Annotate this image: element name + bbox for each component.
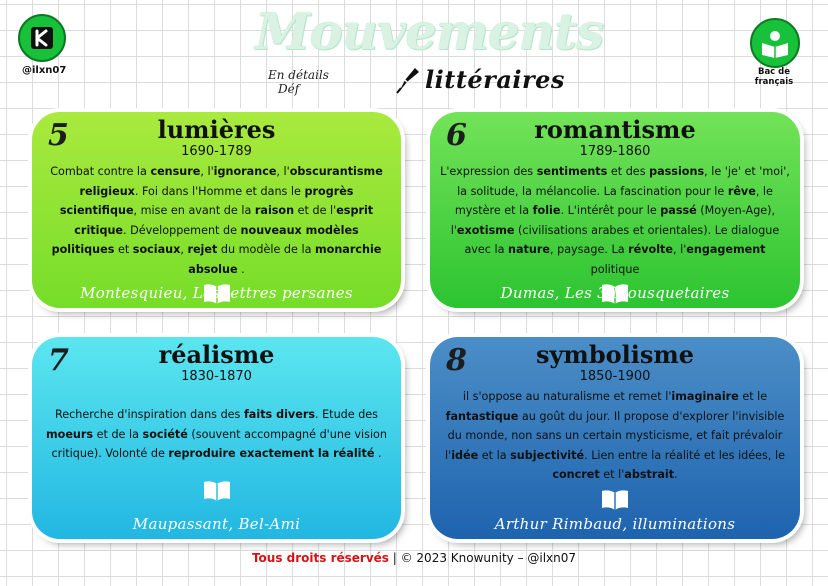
keyword: nature [508, 243, 550, 256]
keyword: subjectivité [510, 448, 585, 462]
keyword: raison [254, 204, 295, 217]
open-book-icon [440, 489, 790, 511]
keyword: idée [451, 448, 479, 462]
text-segment: , [180, 243, 188, 256]
card-example: Maupassant, Bel-Ami [132, 515, 301, 533]
text-segment: L'expression des [440, 165, 537, 178]
text-segment: , l' [276, 165, 290, 178]
text-segment: et de la [93, 427, 143, 441]
reader-book-icon [759, 27, 791, 59]
text-segment: et de l' [294, 204, 337, 217]
text-segment: et des [607, 165, 650, 178]
keyword: progrès scientifique [59, 184, 354, 217]
text-segment: . [374, 447, 382, 460]
text-segment: au goût du jour. Il propose d'explorer l'invisible du monde, non sans un certain mysticisme, et fait prévaloir l' [445, 409, 785, 462]
bac-badge-label: Bac de français [754, 67, 794, 87]
card-title: réalisme [158, 340, 275, 369]
text-segment: , paysage. La [549, 243, 629, 256]
keyword: sociaux [132, 243, 181, 256]
text-segment: il s'oppose au naturalisme et remet l' [462, 390, 672, 403]
card-title: romantisme [534, 115, 696, 144]
keyword: concret [552, 468, 600, 481]
keyword: reproduire exactement la réalité [168, 447, 375, 460]
copyright-footer [0, 551, 828, 565]
card-example: Arthur Rimbaud, illuminations [494, 515, 736, 533]
keyword: fantastique [445, 409, 519, 423]
card-title: symbolisme [535, 340, 695, 369]
card-description [440, 162, 790, 279]
card-number: 6 [446, 118, 467, 153]
author-handle: @ilxn07 [22, 65, 67, 76]
text-segment: . L'intérêt pour le [560, 204, 661, 217]
text-segment: politique [590, 262, 640, 276]
card-dates: 1830-1870 [181, 369, 252, 384]
text-segment: (civilisations arabes et orientales). Le dialogue avec la [464, 223, 780, 256]
card-title: lumières [157, 115, 276, 144]
keyword: folie [532, 204, 561, 217]
keyword: nouveaux modèles politiques [51, 223, 359, 256]
card-dates: 1789-1860 [579, 144, 651, 159]
card-number: 5 [48, 118, 69, 153]
subtitle-line2: Déf [278, 82, 300, 96]
keyword: passé [660, 204, 697, 217]
card-dates: 1690-1789 [181, 144, 252, 159]
text-segment: , l' [200, 165, 214, 178]
card-realisme [32, 337, 401, 539]
card-dates: 1850-1900 [579, 369, 651, 384]
text-segment: et [114, 243, 133, 256]
copyright-text: | © 2023 Knowunity – @ilxn07 [388, 551, 577, 565]
card-symbolisme [430, 337, 800, 539]
text-segment: . Développement de [123, 223, 241, 237]
keyword: révolte [628, 243, 673, 256]
page-title: Mouvements [255, 2, 604, 61]
fountain-pen-icon [395, 64, 421, 94]
keyword: sentiments [536, 165, 608, 178]
text-segment: Recherche d'inspiration dans des [54, 408, 244, 421]
keyword: société [142, 427, 188, 441]
card-description [440, 387, 790, 485]
k-logo-icon [29, 25, 55, 51]
keyword: rêve [727, 184, 756, 198]
text-segment: et la [478, 448, 511, 462]
card-description [42, 405, 391, 464]
rights-reserved: Tous droits réservés [251, 551, 389, 565]
text-segment: . [237, 262, 245, 276]
subtitle-details [268, 68, 329, 96]
subtitle-right-text: littéraires [425, 64, 565, 94]
keyword: esprit critique [74, 204, 374, 237]
keyword: passions [649, 165, 705, 178]
keyword: engagement [686, 243, 766, 256]
keyword: monarchie absolue [188, 243, 382, 276]
text-segment: , l' [672, 243, 687, 256]
card-romantisme [430, 112, 800, 308]
card-number: 8 [446, 343, 467, 378]
text-segment: Combat contre la [50, 165, 151, 178]
keyword: moeurs [46, 427, 94, 441]
card-number: 7 [48, 343, 69, 378]
keyword: abstrait [624, 468, 675, 481]
keyword: censure [150, 165, 201, 178]
text-segment: et l' [599, 468, 625, 481]
text-segment: . Foi dans l'Homme et dans le [134, 184, 305, 198]
card-description [42, 162, 391, 279]
keyword: faits divers [243, 408, 315, 421]
text-segment: . Etude des [315, 408, 379, 421]
keyword: obscurantisme religieux [79, 165, 383, 198]
card-lumieres [32, 112, 401, 308]
text-segment: . [674, 468, 678, 481]
bac-badge [750, 18, 800, 68]
text-segment: . Lien entre la réalité et les idées, le [584, 448, 785, 462]
keyword: imaginaire [671, 390, 739, 403]
keyword: rejet [187, 243, 218, 256]
knowunity-logo [18, 14, 66, 62]
card-example: Dumas, Les 3 Mousquetaires [500, 284, 730, 302]
text-segment: , le 'je' et 'moi', la solitude, la mélancolie. La fascination pour le [457, 165, 790, 198]
text-segment: , mise en avant de la [133, 204, 255, 217]
text-segment: (souvent accompagné d'une vision critique). Volonté de [51, 427, 387, 460]
text-segment: du modèle de la [217, 243, 315, 256]
subtitle-line1: En détails [268, 68, 329, 82]
subtitle-litteraires [395, 64, 565, 94]
keyword: exotisme [456, 223, 515, 237]
card-example: Montesquieu, Les lettres persanes [80, 284, 353, 302]
text-segment: , le mystère et la [454, 184, 773, 217]
text-segment: et le [738, 390, 768, 403]
text-segment: (Moyen-Age), l' [450, 204, 776, 237]
keyword: ignorance [213, 165, 277, 178]
open-book-icon [42, 480, 391, 502]
